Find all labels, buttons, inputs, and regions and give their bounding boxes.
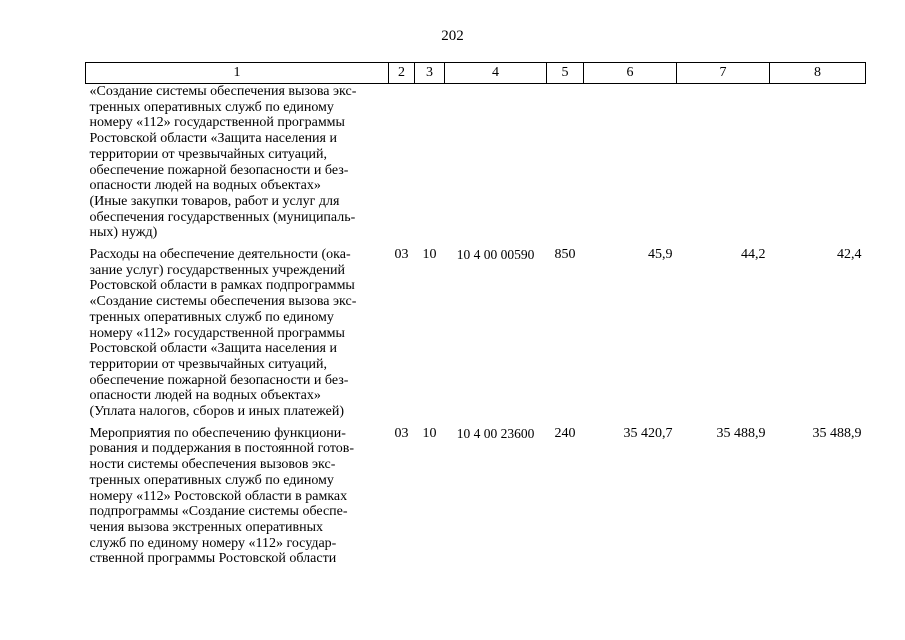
target-article-code: 10 4 00 23600 [456, 425, 535, 441]
header-col-5: 5 [547, 63, 584, 84]
table-row [86, 247, 866, 426]
description-line: зание услуг) государственных учреждений [89, 262, 345, 278]
description-line: номеру «112» государственной программы [89, 115, 345, 131]
amount-col-8: 42,4 [837, 247, 862, 263]
description-line: территории от чрезвычайных ситуаций, [89, 146, 327, 162]
section-code [389, 84, 415, 248]
header-col-3: 3 [415, 63, 445, 84]
row-description [86, 247, 389, 426]
description-line: (Иные закупки товаров, работ и услуг для [89, 193, 340, 209]
description-line: Ростовской области в рамках подпрограммы [89, 278, 355, 294]
expense-type-code: 240 [554, 425, 576, 441]
page-number: 202 [441, 28, 464, 44]
description-line: чения вызова экстренных оперативных [89, 519, 324, 535]
description-line: «Создание системы обеспечения вызова экс- [89, 294, 357, 310]
description-line: обеспечения государственных (муниципаль- [89, 209, 356, 225]
description-line: номеру «112» Ростовской области в рамках [89, 488, 348, 504]
description-line: Расходы на обеспечение деятельности (ока- [89, 247, 351, 263]
description-line: территории от чрезвычайных ситуаций, [89, 356, 327, 372]
description-line: «Создание системы обеспечения вызова экс- [89, 84, 357, 99]
amount-col-8: 35 488,9 [812, 425, 862, 441]
header-col-1: 1 [86, 63, 389, 84]
subsection-code [415, 84, 445, 248]
amount-col-7 [677, 84, 770, 248]
target-article-code: 10 4 00 00590 [456, 247, 535, 263]
description-line: ственной программы Ростовской области [89, 551, 337, 567]
header-col-4: 4 [445, 63, 547, 84]
description-line: опасности людей на водных объектах» [89, 388, 321, 404]
row-description [86, 426, 389, 573]
section-code: 03 [394, 247, 409, 263]
description-line: рования и поддержания в постоянной готов- [89, 441, 355, 457]
expense-type-code: 850 [554, 247, 576, 263]
description-line: Мероприятия по обеспечению функциони- [89, 425, 346, 441]
description-line: номеру «112» государственной программы [89, 325, 345, 341]
description-line: обеспечение пожарной безопасности и без- [89, 162, 349, 178]
header-col-8: 8 [770, 63, 866, 84]
table-row [86, 84, 866, 248]
header-col-6: 6 [584, 63, 677, 84]
description-line: (Уплата налогов, сборов и иных платежей) [89, 404, 345, 420]
description-line: ности системы обеспечения вызовов экс- [89, 457, 336, 473]
row-description [86, 84, 389, 248]
description-line: подпрограммы «Создание системы обеспе- [89, 504, 348, 520]
description-line: тренных оперативных служб по единому [89, 472, 334, 488]
amount-col-7: 44,2 [741, 247, 766, 263]
description-line: служб по единому номеру «112» государ- [89, 535, 337, 551]
description-line: обеспечение пожарной безопасности и без- [89, 372, 349, 388]
amount-col-6: 35 420,7 [623, 425, 673, 441]
target-article-code [445, 84, 547, 248]
description-line: Ростовской области «Защита населения и [89, 341, 337, 357]
amount-col-8 [770, 84, 866, 248]
amount-col-7: 35 488,9 [716, 425, 766, 441]
header-col-2: 2 [389, 63, 415, 84]
subsection-code: 10 [422, 247, 437, 263]
description-line: Ростовской области «Защита населения и [89, 131, 337, 147]
header-row [86, 63, 866, 84]
amount-col-6: 45,9 [648, 247, 673, 263]
expense-type-code [547, 84, 584, 248]
description-line: тренных оперативных служб по единому [89, 99, 334, 115]
description-line: тренных оперативных служб по единому [89, 309, 334, 325]
subsection-code: 10 [422, 425, 437, 441]
budget-table [85, 62, 866, 573]
section-code: 03 [394, 425, 409, 441]
table-row [86, 426, 866, 573]
description-line: опасности людей на водных объектах» [89, 178, 321, 194]
description-line: ных) нужд) [89, 225, 158, 241]
amount-col-6 [584, 84, 677, 248]
header-col-7: 7 [677, 63, 770, 84]
